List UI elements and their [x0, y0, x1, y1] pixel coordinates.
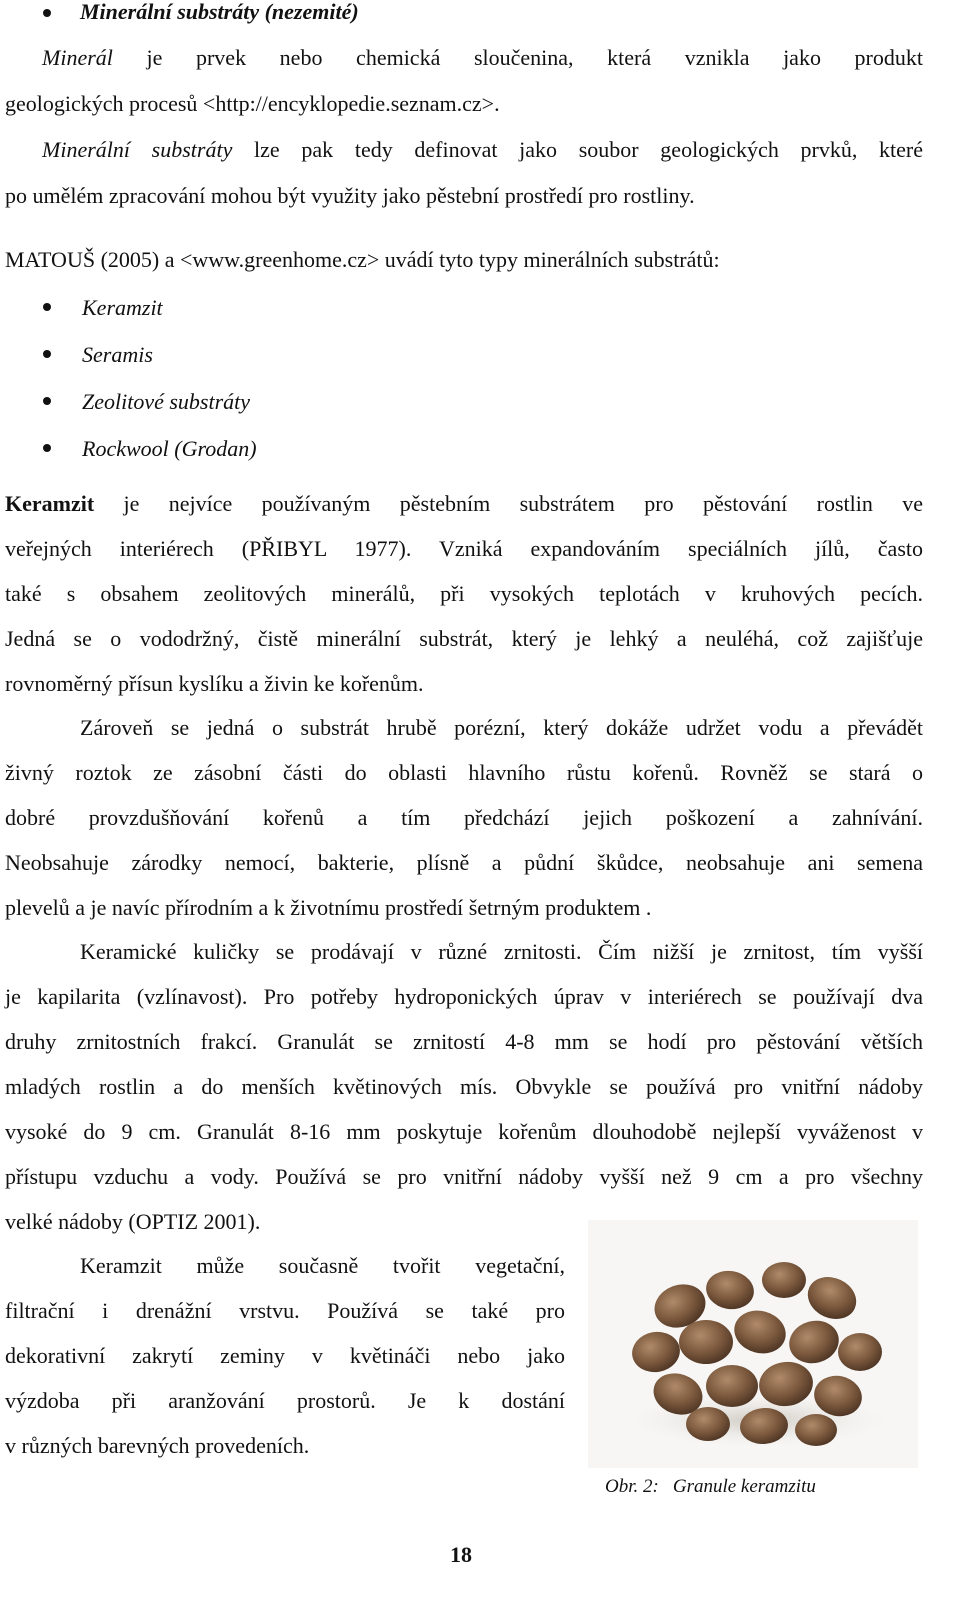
paragraph-line: mladých rostlin a do menších květinových mís. Obvykle se používá pro vnitřní nádoby [5, 1074, 923, 1099]
paragraph-line: veřejných interiérech (PŘIBYL 1977). Vzniká expandováním speciálních jílů, často [5, 536, 923, 561]
bullet-marker [43, 303, 51, 311]
paragraph-line: je kapilarita (vzlínavost). Pro potřeby hydroponických úprav v interiérech se používají dva [5, 984, 923, 1009]
figure-label: Obr. 2: [605, 1476, 659, 1497]
paragraph-line: také s obsahem zeolitových minerálů, při vysokých teplotách v kruhových pecích. [5, 581, 923, 606]
keramzit-photo [588, 1220, 918, 1468]
paragraph-line: vysoké do 9 cm. Granulát 8-16 mm poskytuje kořenům dlouhodobě nejlepší vyváženost v [5, 1119, 923, 1144]
bullet-marker [43, 444, 51, 452]
paragraph-line: dekorativní zakrytí zeminy v květináči nebo jako [5, 1343, 565, 1368]
paragraph-line: v různých barevných provedeních. [5, 1433, 310, 1458]
section-heading: Minerální substráty (nezemité) [80, 0, 359, 24]
bullet-marker [43, 350, 51, 358]
figure-title: Granule keramzitu [672, 1476, 816, 1497]
figure-caption [605, 1474, 816, 1500]
paragraph-line: druhy zrnitostních frakcí. Granulát se zrnitostí 4-8 mm se hodí pro pěstování větších [5, 1029, 923, 1054]
type-item: Zeolitové substráty [82, 389, 251, 414]
clay-pellets-illustration [588, 1220, 918, 1468]
paragraph-line: po umělém zpracování mohou být využity jako pěstební prostředí pro rostliny. [5, 183, 695, 208]
paragraph-line: Keramzit je nejvíce používaným pěstebním substrátem pro pěstování rostlin ve [5, 491, 923, 516]
type-item: Seramis [82, 342, 153, 367]
paragraph-line: přístupu vzduchu a vody. Používá se pro vnitřní nádoby vyšší než 9 cm a pro všechny [5, 1164, 923, 1189]
paragraph-line: rovnoměrný přísun kyslíku a živin ke kořenům. [5, 671, 424, 696]
paragraph-line: Neobsahuje zárodky nemocí, bakterie, plísně a půdní škůdce, neobsahuje ani semena [5, 850, 923, 875]
paragraph-line: živný roztok ze zásobní části do oblasti hlavního růstu kořenů. Rovněž se stará o [5, 760, 923, 785]
paragraph-line: dobré provzdušňování kořenů a tím předchází jejich poškození a zahnívání. [5, 805, 923, 830]
types-intro: MATOUŠ (2005) a <www.greenhome.cz> uvádí tyto typy minerálních substrátů: [5, 247, 720, 272]
paragraph-line: geologických procesů <http://encyklopedie.seznam.cz>. [5, 91, 500, 116]
type-item: Rockwool (Grodan) [82, 436, 257, 461]
paragraph-line: Jedná se o vododržný, čistě minerální substrát, který je lehký a neuléhá, což zajišťuje [5, 626, 923, 651]
term-keramzit: Keramzit [5, 491, 95, 516]
term-mineral-substrates: Minerální substráty [42, 137, 233, 162]
paragraph-line: plevelů a je navíc přírodním a k životnímu prostředí šetrným produktem . [5, 895, 652, 920]
paragraph-line: velké nádoby (OPTIZ 2001). [5, 1209, 261, 1234]
paragraph-line: Minerální substráty lze pak tedy definovat jako soubor geologických prvků, které [42, 137, 923, 162]
paragraph-line: výzdoba při aranžování prostorů. Je k dostání [5, 1388, 565, 1413]
paragraph-line: filtrační i drenážní vrstvu. Používá se také pro [5, 1298, 565, 1323]
type-item: Keramzit [82, 295, 163, 320]
paragraph-line: Keramické kuličky se prodávají v různé zrnitosti. Čím nižší je zrnitost, tím vyšší [80, 939, 923, 964]
term-mineral: Minerál [42, 45, 113, 70]
paragraph-line: Minerál je prvek nebo chemická sloučenina, která vznikla jako produkt [42, 45, 923, 70]
bullet-marker [43, 397, 51, 405]
bullet-marker [43, 9, 51, 17]
paragraph-line: Keramzit může současně tvořit vegetační, [80, 1253, 565, 1278]
paragraph-line: Zároveň se jedná o substrát hrubě porézní, který dokáže udržet vodu a převádět [80, 715, 923, 740]
page-number: 18 [450, 1542, 472, 1567]
